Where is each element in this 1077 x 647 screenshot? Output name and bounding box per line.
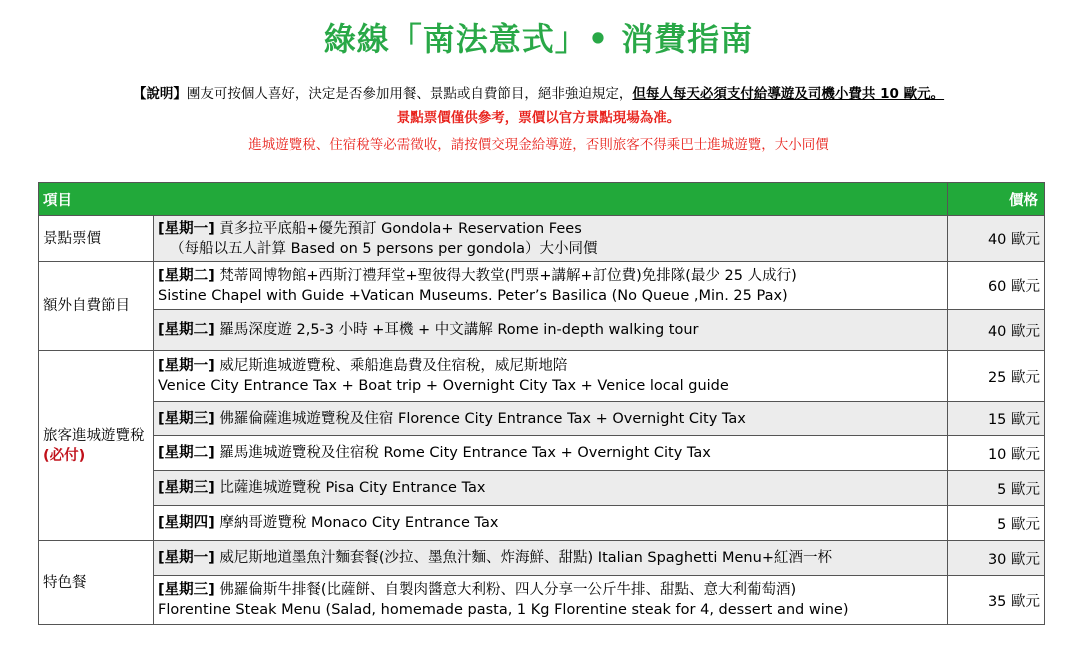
table-header-row	[39, 183, 1045, 216]
tax-note: 進城遊覽稅、住宿稅等必需徵收，請按價交現金給導遊，否則旅客不得乘巴士進城遊覽，大小同價	[248, 137, 829, 153]
item-cell	[154, 541, 948, 576]
item-cell	[154, 262, 948, 310]
price-cell: 35 歐元	[948, 576, 1045, 625]
item-cell	[154, 576, 948, 625]
table-row	[39, 351, 1045, 402]
item-line: 梵蒂岡博物館+西斯汀禮拜堂+聖彼得大教堂(門票+講解+訂位費)免排隊(最少 25 人成行)	[214, 267, 797, 284]
table-row	[39, 402, 1045, 436]
item-line: 摩納哥遊覽稅 Monaco City Entrance Tax	[214, 515, 499, 531]
item-cell	[154, 216, 948, 262]
item-line: 比薩進城遊覽稅 Pisa City Entrance Tax	[214, 480, 486, 496]
col-item-header: 項目	[39, 183, 948, 216]
expense-table	[38, 182, 1045, 625]
item-cell	[154, 471, 948, 506]
item-line: （每船以五人計算 Based on 5 persons per gondola）大小同價	[170, 240, 598, 257]
item-cell	[154, 402, 948, 436]
col-price-header: 價格	[948, 183, 1045, 216]
day-label: [星期一]	[158, 220, 215, 237]
item-line: Florentine Steak Menu (Salad, homemade pasta, 1 Kg Florentine steak for 4, dessert and wine)	[158, 602, 849, 618]
table-row	[39, 506, 1045, 541]
item-cell	[154, 351, 948, 402]
item-line: 貢多拉平底船+優先預訂 Gondola+ Reservation Fees	[214, 220, 582, 237]
item-cell	[154, 310, 948, 351]
table-row	[39, 262, 1045, 310]
table-row	[39, 216, 1045, 262]
day-label: [星期二]	[158, 445, 215, 461]
day-label: [星期四]	[158, 515, 215, 531]
tip-requirement: 但每人每天必須支付給導遊及司機小費共 10 歐元。	[632, 86, 945, 102]
note-prefix: 【說明】	[132, 86, 187, 102]
note-body: 團友可按個人喜好，決定是否參加用餐、景點或自費節目，絕非強迫規定，	[186, 86, 633, 102]
day-label: [星期三]	[158, 480, 215, 496]
price-cell: 5 歐元	[948, 471, 1045, 506]
category-tax	[39, 351, 154, 541]
day-label: [星期一]	[158, 358, 215, 374]
category-meal: 特色餐	[39, 541, 154, 625]
price-cell: 5 歐元	[948, 506, 1045, 541]
category-sight: 景點票價	[39, 216, 154, 262]
price-cell: 40 歐元	[948, 310, 1045, 351]
price-cell: 25 歐元	[948, 351, 1045, 402]
day-label: [星期二]	[158, 322, 215, 338]
category-optional: 額外自費節目	[39, 262, 154, 351]
item-line: Venice City Entrance Tax + Boat trip + Overnight City Tax + Venice local guide	[158, 378, 729, 394]
item-line: 威尼斯地道墨魚汁麵套餐(沙拉、墨魚汁麵、炸海鮮、甜點) Italian Spaghetti Menu+紅酒一杯	[214, 550, 832, 566]
item-line: 羅馬進城遊覽稅及住宿稅 Rome City Entrance Tax + Overnight City Tax	[214, 445, 711, 461]
item-line: Sistine Chapel with Guide +Vatican Museums. Peter’s Basilica (No Queue ,Min. 25 Pax)	[158, 287, 788, 304]
price-reference-note: 景點票價僅供參考，票價以官方景點現場為准。	[396, 110, 681, 126]
price-cell: 10 歐元	[948, 436, 1045, 471]
item-line: 威尼斯進城遊覽稅、乘船進島費及住宿稅，威尼斯地陪	[214, 358, 568, 374]
price-cell: 60 歐元	[948, 262, 1045, 310]
table-row	[39, 541, 1045, 576]
category-tax-label: 旅客進城遊覽稅	[43, 427, 145, 444]
item-line: 佛羅倫斯牛排餐(比薩餅、自製肉醬意大利粉、四人分享一公斤牛排、甜點、意大利葡萄酒)	[214, 582, 797, 598]
item-line: 羅馬深度遊 2,5-3 小時 +耳機 + 中文講解 Rome in-depth walking tour	[214, 322, 699, 338]
explanation-note	[0, 85, 1077, 103]
day-label: [星期三]	[158, 410, 215, 427]
item-cell	[154, 506, 948, 541]
required-label: (必付)	[43, 447, 86, 464]
price-cell: 15 歐元	[948, 402, 1045, 436]
table-row	[39, 471, 1045, 506]
table-row	[39, 436, 1045, 471]
day-label: [星期二]	[158, 267, 215, 284]
day-label: [星期一]	[158, 550, 215, 566]
item-line: 佛羅倫薩進城遊覽稅及住宿 Florence City Entrance Tax + Overnight City Tax	[214, 410, 746, 427]
table-row	[39, 310, 1045, 351]
price-cell: 40 歐元	[948, 216, 1045, 262]
item-cell	[154, 436, 948, 471]
table-row	[39, 576, 1045, 625]
price-cell: 30 歐元	[948, 541, 1045, 576]
page-title: 綠線「南法意式」• 消費指南	[323, 20, 754, 58]
day-label: [星期三]	[158, 582, 215, 598]
